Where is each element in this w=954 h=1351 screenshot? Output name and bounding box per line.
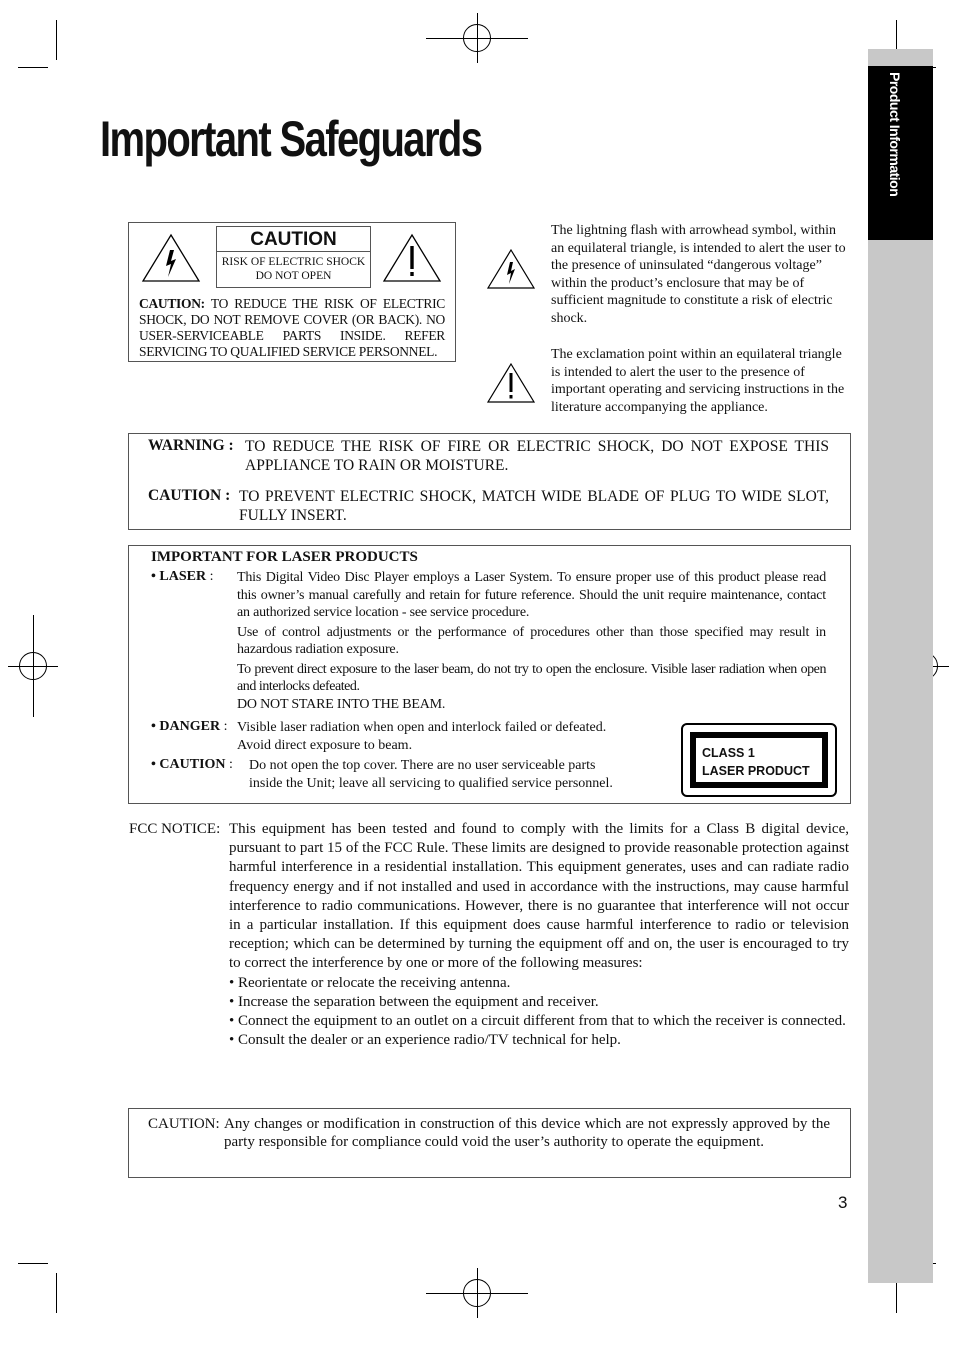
- exclamation-explanation: The exclamation point within an equilateral triangle is intended to alert the user to the presence of important operating and servicing instructions in the literature accompanying the appliance.: [551, 347, 845, 415]
- caution-body-text: TO REDUCE THE RISK OF ELECTRIC SHOCK, DO NOT REMOVE COVER (OR BACK). NO USER-SERVICEABLE PARTS INSIDE. REFER SERVICING TO QUALIFIED SERVICE PERSONNEL.: [139, 296, 445, 359]
- lightning-explanation: The lightning flash with arrowhead symbol, within an equilateral triangle, is intended to alert the user to the presence of uninsulated “dangerous voltage” within the product’s enclosure that may be of sufficient magnitude to constitute a risk of electric shock.: [551, 223, 846, 326]
- fcc-label: FCC NOTICE:: [129, 821, 221, 837]
- class1-label-line: CLASS 1: [702, 746, 755, 760]
- laser-caution-line: inside the Unit; leave all servicing to qualified service personnel.: [249, 775, 613, 791]
- laser-paragraph: This Digital Video Disc Player employs a Laser System. To ensure proper use of this product please read this owner’s manual carefully and retain for future reference. Should the unit require maintenance, contact an authorized service location - see service procedure.: [237, 570, 826, 620]
- crop-mark: [18, 1263, 48, 1264]
- crop-mark: [18, 67, 48, 68]
- fcc-bullet: • Connect the equipment to an outlet on a circuit different from that to which the receiver is connected.: [229, 1013, 846, 1030]
- laser-heading: IMPORTANT FOR LASER PRODUCTS: [151, 549, 418, 565]
- lightning-warning-icon: [141, 233, 201, 283]
- laser-paragraph: DO NOT STARE INTO THE BEAM.: [237, 696, 446, 712]
- fcc-bullet: • Consult the dealer or an experience radio/TV technical for help.: [229, 1032, 621, 1049]
- exclamation-symbol-icon: [486, 362, 536, 404]
- danger-body: [237, 719, 667, 754]
- crop-mark: [56, 1273, 57, 1313]
- exclamation-warning-icon: [382, 233, 442, 283]
- final-caution-label: CAUTION:: [148, 1116, 220, 1132]
- caution-sub-line: DO NOT OPEN: [255, 270, 332, 282]
- class1-laser-label: [681, 723, 837, 797]
- page-title: Important Safeguards: [100, 111, 482, 167]
- laser-label: • LASER :: [151, 569, 214, 584]
- caution-label-box: [216, 226, 371, 288]
- caution-sub-line: RISK OF ELECTRIC SHOCK: [221, 256, 366, 268]
- plug-caution-text: TO PREVENT ELECTRIC SHOCK, MATCH WIDE BLADE OF PLUG TO WIDE SLOT, FULLY INSERT.: [239, 488, 829, 524]
- danger-label: • DANGER :: [151, 719, 228, 734]
- laser-caution-label-text: • CAUTION: [151, 757, 226, 772]
- danger-label-text: • DANGER: [151, 719, 221, 734]
- warning-text: TO REDUCE THE RISK OF FIRE OR ELECTRIC SHOCK, DO NOT EXPOSE THIS APPLIANCE TO RAIN OR MOISTURE.: [245, 438, 829, 474]
- registration-mark-left: [19, 652, 47, 680]
- sidebar-label: Product Information: [887, 72, 903, 197]
- crop-mark: [56, 20, 57, 60]
- class1-label-line: LASER PRODUCT: [702, 764, 810, 778]
- laser-caution-body: [249, 757, 669, 792]
- laser-caution-label: • CAUTION :: [151, 757, 233, 772]
- final-caution-text: Any changes or modification in construction of this device which are not expressly approved by the party responsible for compliance could void the user’s authority to operate the equipment.: [224, 1116, 830, 1150]
- fcc-bullet: • Reorientate or relocate the receiving antenna.: [229, 974, 511, 991]
- fcc-bullet: • Increase the separation between the equipment and receiver.: [229, 993, 599, 1010]
- danger-line: Visible laser radiation when open and interlock failed or defeated.: [237, 720, 607, 735]
- lightning-symbol-icon: [486, 248, 536, 290]
- caution-body-label: CAUTION:: [139, 296, 205, 311]
- page-number: 3: [838, 1193, 848, 1212]
- laser-body: [237, 569, 826, 713]
- caution-body: [139, 296, 445, 360]
- fcc-notice: [229, 820, 849, 1050]
- danger-line: Avoid direct exposure to beam.: [237, 737, 413, 753]
- plug-caution-label: CAUTION :: [148, 487, 231, 504]
- laser-paragraph: Use of control adjustments or the performance of procedures other than those specified may result in hazardous radiation exposure.: [237, 624, 826, 657]
- laser-caution-line: Do not open the top cover. There are no user serviceable parts: [249, 758, 596, 773]
- registration-mark-bottom: [463, 1279, 491, 1307]
- caution-heading: CAUTION: [250, 229, 337, 250]
- registration-mark-top: [463, 24, 491, 52]
- fcc-text: This equipment has been tested and found to comply with the limits for a Class B digital device, pursuant to part 15 of the FCC Rule. These limits are designed to provide reasonable protection against harmful interference in a residential installation. This equipment generates, uses and can radiate radio frequency energy and if not installed and used in accordance with the instructions, may cause harmful interference to radio communications. However, there is no guarantee that interference will not occur in a particular installation. If this equipment does cause harmful interference to radio or television reception; which can be determined by turning the equipment off and on, the user is encouraged to try to correct the interference by one or more of the following measures:: [229, 821, 849, 972]
- warning-label: WARNING :: [148, 437, 234, 454]
- laser-label-text: • LASER: [151, 569, 207, 584]
- laser-paragraph: To prevent direct exposure to the laser beam, do not try to open the enclosure. Visible laser radiation when open and interlocks defeated.: [237, 661, 826, 694]
